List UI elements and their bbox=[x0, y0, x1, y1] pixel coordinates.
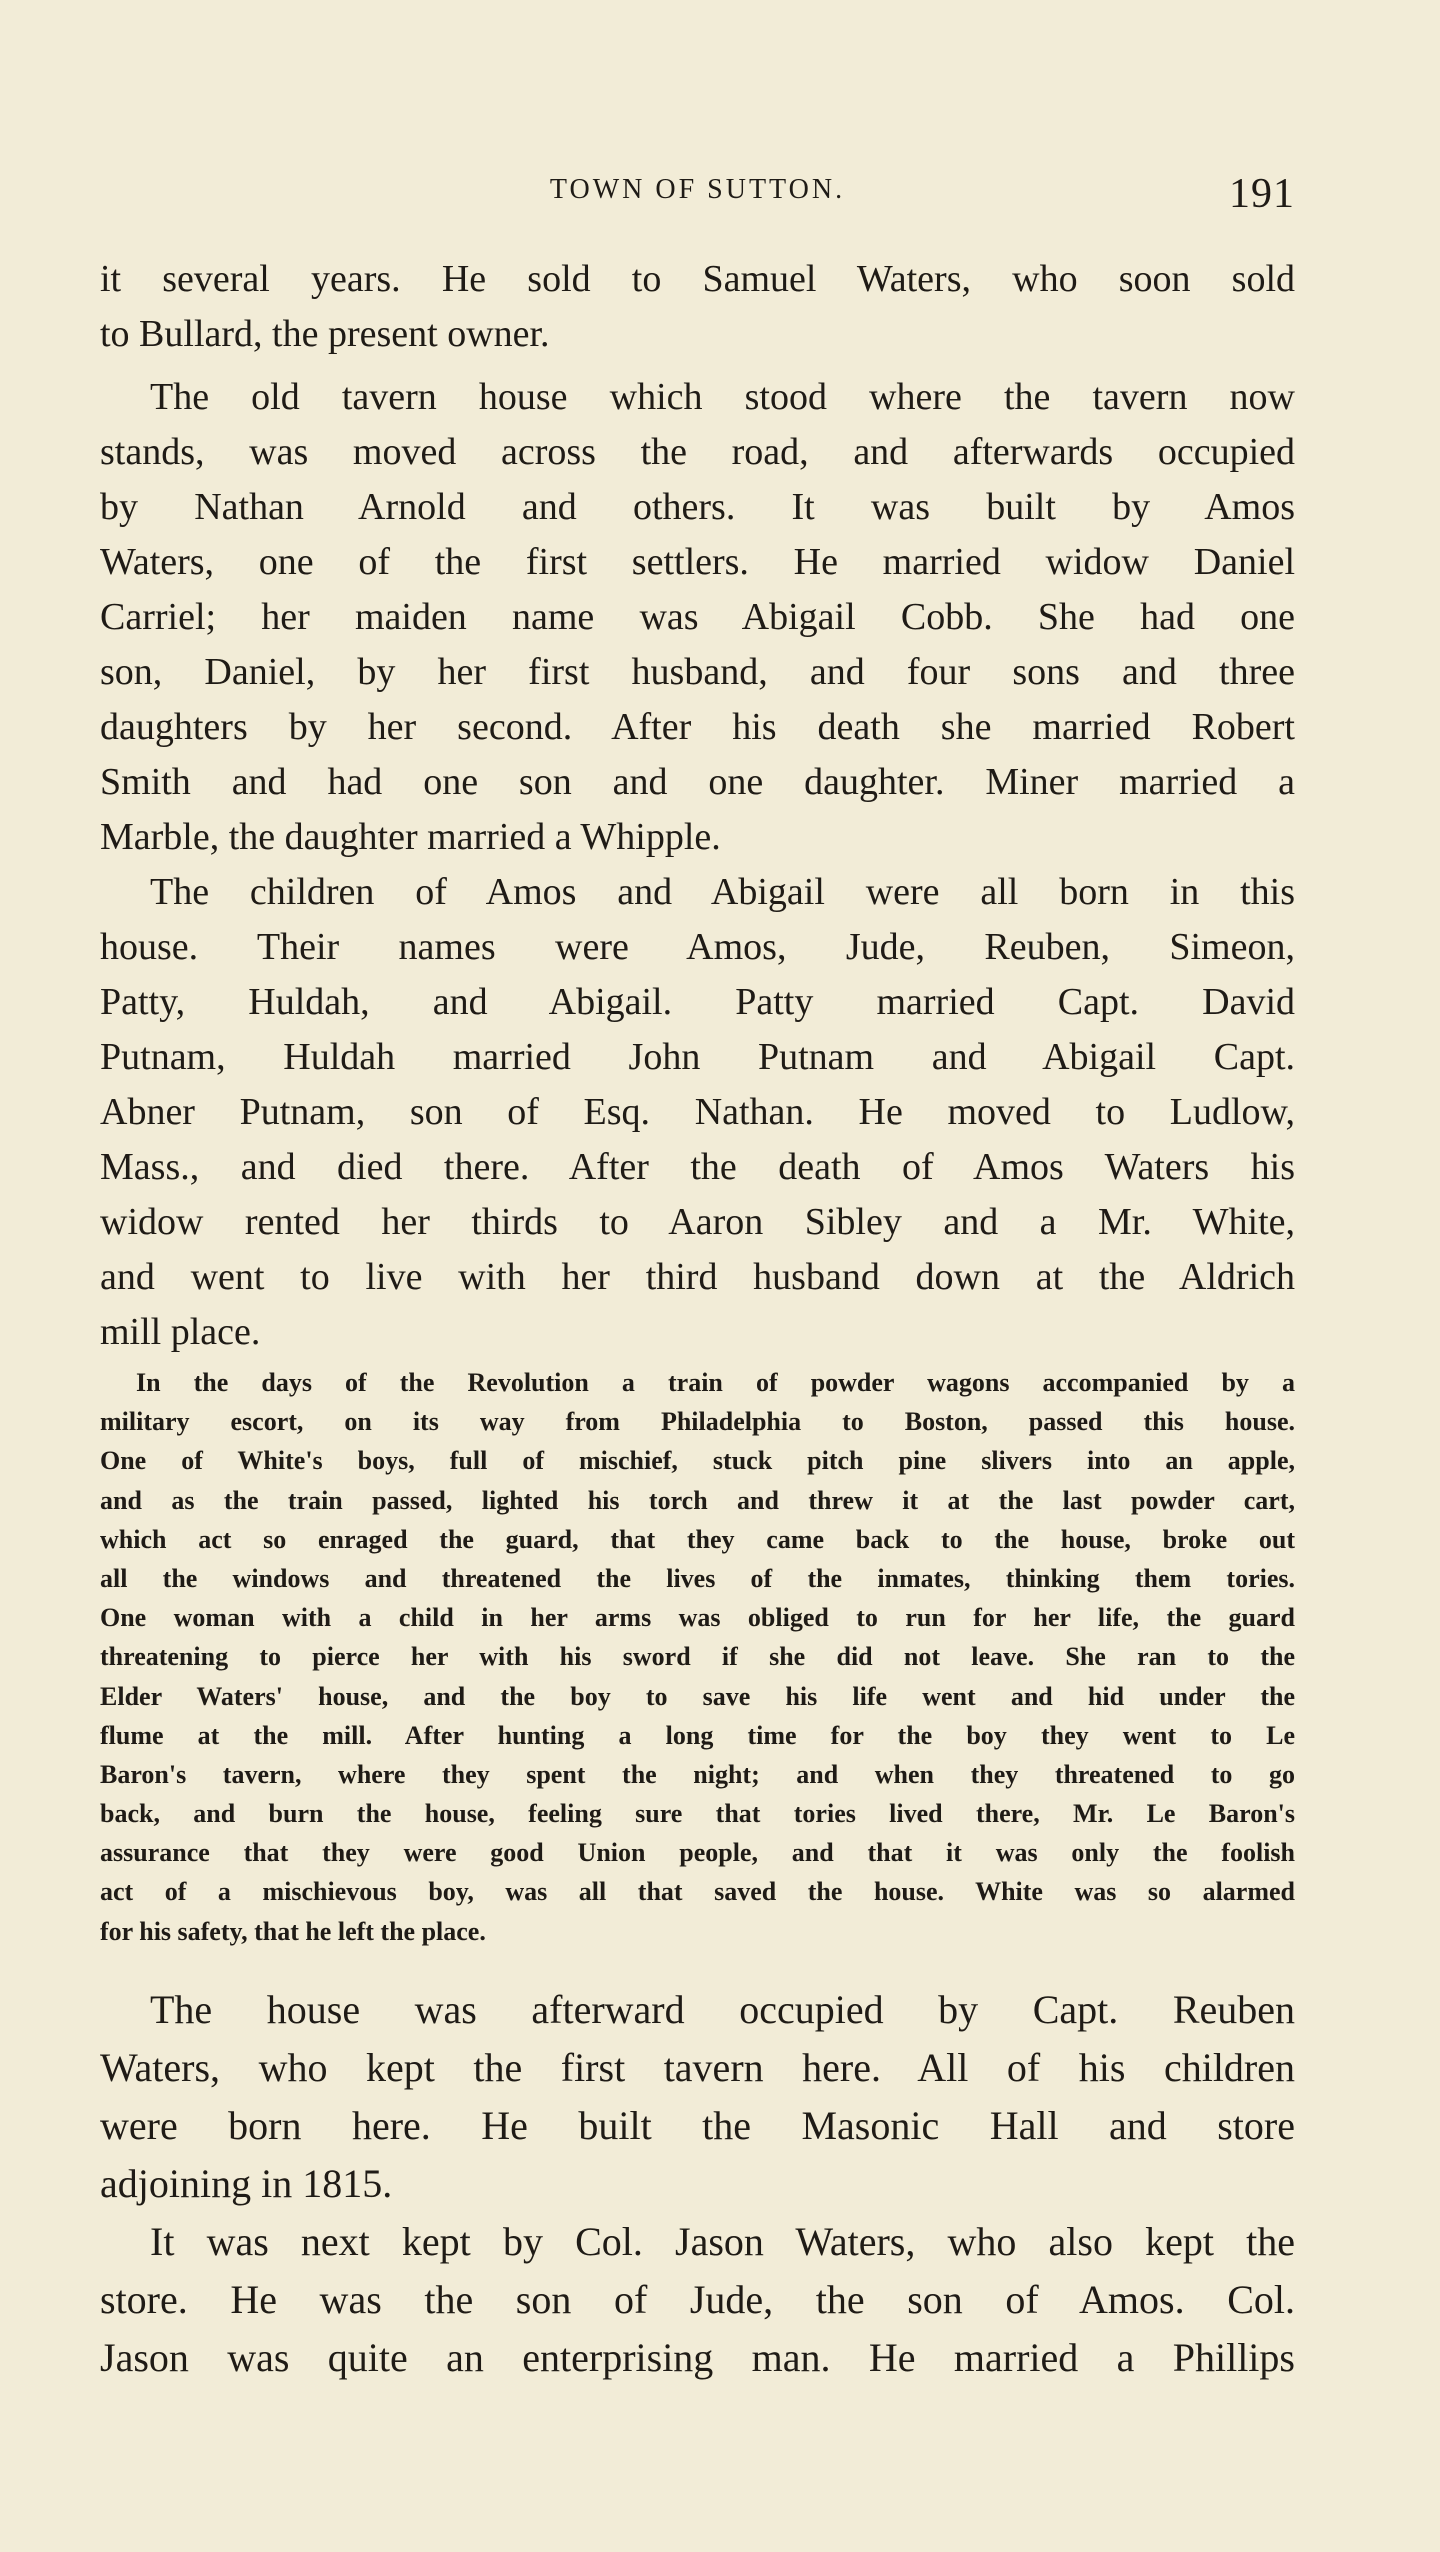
note-line: back, and burn the house, feeling sure that tories lived there, Mr. Le Baron's bbox=[100, 1799, 1295, 1829]
text-line: widow rented her thirds to Aaron Sibley and a Mr. White, bbox=[100, 1201, 1295, 1243]
note-line: which act so enraged the guard, that they came back to the house, broke out bbox=[100, 1524, 1295, 1554]
text-line: were born here. He built the Masonic Hall and store bbox=[100, 2103, 1295, 2148]
text-line: and went to live with her third husband down at the Aldrich bbox=[100, 1256, 1295, 1298]
page-number: 191 bbox=[1229, 171, 1295, 217]
paragraph-col-jason bbox=[100, 2213, 1295, 2387]
text-line: Mass., and died there. After the death of Amos Waters his bbox=[100, 1146, 1295, 1188]
text-line: stands, was moved across the road, and afterwards occupied bbox=[100, 431, 1295, 473]
text-line: Marble, the daughter married a Whipple. bbox=[100, 816, 721, 858]
text-line: Waters, who kept the first tavern here. All of his children bbox=[100, 2045, 1295, 2090]
note-line: military escort, on its way from Philadelphia to Boston, passed this house. bbox=[100, 1407, 1295, 1437]
page-header bbox=[100, 170, 1295, 220]
paragraph-capt-reuben bbox=[100, 1981, 1295, 2213]
running-title: TOWN OF SUTTON. bbox=[549, 174, 846, 205]
note-line: One woman with a child in her arms was obliged to run for her life, the guard bbox=[100, 1603, 1295, 1633]
note-line: threatening to pierce her with his sword if she did not leave. She ran to the bbox=[100, 1642, 1295, 1672]
text-line: It was next kept by Col. Jason Waters, who also kept the bbox=[150, 2219, 1295, 2264]
text-line: house. Their names were Amos, Jude, Reuben, Simeon, bbox=[100, 926, 1295, 968]
text-line: Putnam, Huldah married John Putnam and Abigail Capt. bbox=[100, 1036, 1295, 1078]
text-line: Abner Putnam, son of Esq. Nathan. He moved to Ludlow, bbox=[100, 1091, 1295, 1133]
note-line: In the days of the Revolution a train of powder wagons accompanied by a bbox=[136, 1368, 1295, 1397]
note-line: Baron's tavern, where they spent the night; and when they threatened to go bbox=[100, 1759, 1295, 1789]
paragraph-old-tavern bbox=[100, 370, 1295, 865]
note-line: One of White's boys, full of mischief, stuck pitch pine slivers into an apple, bbox=[100, 1446, 1295, 1476]
text-line: Patty, Huldah, and Abigail. Patty married Capt. David bbox=[100, 981, 1295, 1023]
text-line: Waters, one of the first settlers. He married widow Daniel bbox=[100, 541, 1295, 583]
note-line: Elder Waters' house, and the boy to save his life went and hid under the bbox=[100, 1681, 1295, 1711]
text-line: mill place. bbox=[100, 1311, 261, 1353]
text-line: Jason was quite an enterprising man. He married a Phillips bbox=[100, 2335, 1295, 2380]
note-line: act of a mischievous boy, was all that saved the house. White was so alarmed bbox=[100, 1877, 1295, 1907]
text-line: daughters by her second. After his death she married Robert bbox=[100, 706, 1295, 748]
text-line: son, Daniel, by her first husband, and four sons and three bbox=[100, 651, 1295, 693]
note-line: and as the train passed, lighted his torch and threw it at the last powder cart, bbox=[100, 1485, 1295, 1515]
note-line: all the windows and threatened the lives of the inmates, thinking them tories. bbox=[100, 1563, 1295, 1593]
text-line: Smith and had one son and one daughter. Miner married a bbox=[100, 761, 1295, 803]
text-line: The old tavern house which stood where the tavern now bbox=[150, 376, 1295, 418]
note-line: flume at the mill. After hunting a long time for the boy they went to Le bbox=[100, 1720, 1295, 1750]
note-line: for his safety, that he left the place. bbox=[100, 1916, 486, 1946]
text-line: The children of Amos and Abigail were all born in this bbox=[150, 871, 1295, 913]
text-line: Carriel; her maiden name was Abigail Cobb. She had one bbox=[100, 596, 1295, 638]
text-line: it several years. He sold to Samuel Waters, who soon sold bbox=[100, 258, 1295, 300]
text-line: by Nathan Arnold and others. It was built by Amos bbox=[100, 486, 1295, 528]
paragraph-continuation bbox=[100, 252, 1295, 362]
text-line: The house was afterward occupied by Capt. Reuben bbox=[150, 1987, 1295, 2032]
text-line: adjoining in 1815. bbox=[100, 2161, 393, 2206]
revolution-anecdote-note bbox=[100, 1363, 1295, 1951]
text-line: to Bullard, the present owner. bbox=[100, 313, 550, 355]
note-line: assurance that they were good Union people, and that it was only the foolish bbox=[100, 1838, 1295, 1868]
text-line: store. He was the son of Jude, the son of Amos. Col. bbox=[100, 2277, 1295, 2322]
paragraph-children bbox=[100, 865, 1295, 1360]
